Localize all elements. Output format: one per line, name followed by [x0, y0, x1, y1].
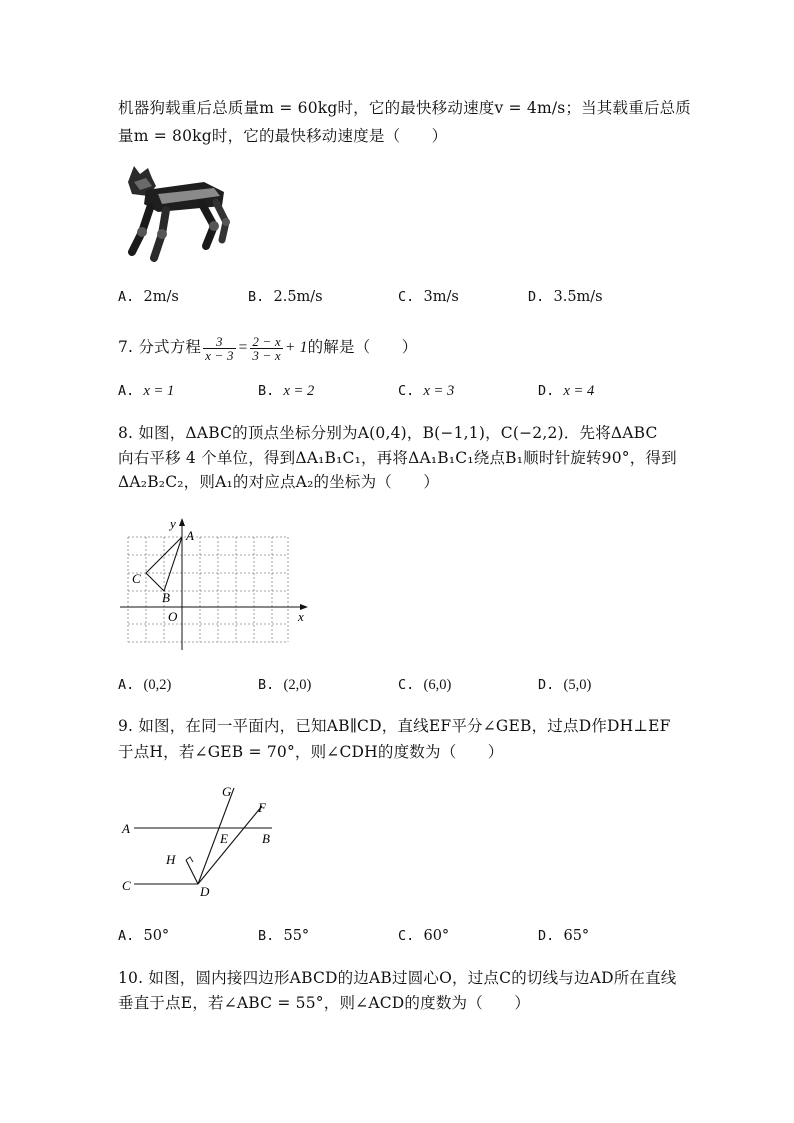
q8-option-b[interactable]: B. (2,0): [258, 677, 312, 693]
q8-option-c[interactable]: C. (6,0): [398, 677, 452, 693]
q9-parallel-lines-figure: [116, 782, 286, 902]
point-label-a: A: [186, 528, 194, 543]
q9-option-d[interactable]: D. 65°: [538, 928, 590, 944]
q9-line1: 9. 如图，在同一平面内，已知AB∥CD，直线EF平分∠GEB，过点D作DH⊥EF: [118, 717, 671, 735]
point-label-g: G: [222, 784, 232, 799]
q8-coordinate-figure: [116, 512, 316, 652]
q8-line3: ΔA₂B₂C₂，则A₁的对应点A₂的坐标为（ ）: [118, 473, 440, 491]
q7-option-c[interactable]: C. x = 3: [398, 383, 455, 399]
q8-option-a[interactable]: A. (0,2): [118, 677, 172, 693]
point-label-c: C: [122, 878, 131, 893]
q6-option-a[interactable]: A. 2m/s: [118, 289, 179, 305]
q8-line2: 向右平移 4 个单位，得到ΔA₁B₁C₁，再将ΔA₁B₁C₁绕点B₁顺时针旋转90°，得到: [118, 449, 677, 467]
axis-label-y: y: [170, 516, 176, 531]
q7-equation-line: 7. 分式方程 $\frac{3}{x - 3}$ = $\frac{2 - x}{3 - x}$ + 1的解是（ ）: [118, 333, 418, 363]
q6-option-b-text: 2.5m/s: [273, 289, 323, 305]
point-label-f: F: [258, 800, 266, 815]
q6-line2: 量m = 80kg时，它的最快移动速度是（ ）: [118, 127, 448, 145]
axis-label-x: x: [298, 609, 304, 624]
fraction-left: $\frac{3}{x - 3}$: [205, 333, 234, 363]
q9-option-c[interactable]: C. 60°: [398, 928, 450, 944]
robot-dog-image: [118, 160, 233, 270]
point-label-b: B: [262, 831, 270, 846]
q8-line1: 8. 如图，ΔABC的顶点坐标分别为A(0,4)，B(−1,1)，C(−2,2)．先将ΔABC: [118, 424, 658, 442]
q6-option-a-text: 2m/s: [143, 289, 179, 305]
q7-option-d[interactable]: D. x = 4: [538, 383, 595, 399]
fraction-right: $\frac{2 - x}{3 - x}$: [252, 333, 281, 363]
q6-option-c-text: 3m/s: [423, 289, 459, 305]
q10-line1: 10. 如图，圆内接四边形ABCD的边AB过圆心O，过点C的切线与边AD所在直线: [118, 969, 677, 987]
point-label-c: C: [132, 571, 141, 586]
q6-option-d-text: 3.5m/s: [553, 289, 603, 305]
q6-option-d[interactable]: D. 3.5m/s: [528, 289, 603, 305]
point-label-o: O: [168, 609, 178, 624]
q7-option-b[interactable]: B. x = 2: [258, 383, 315, 399]
point-label-e: E: [220, 831, 228, 846]
q9-line2: 于点H，若∠GEB = 70°，则∠CDH的度数为（ ）: [118, 743, 504, 761]
q8-option-d[interactable]: D. (5,0): [538, 677, 592, 693]
point-label-a: A: [122, 821, 130, 836]
point-label-b: B: [162, 590, 170, 605]
point-label-h: H: [166, 852, 176, 867]
q9-option-b[interactable]: B. 55°: [258, 928, 310, 944]
q7-option-a[interactable]: A. x = 1: [118, 383, 175, 399]
q6-line1: 机器狗载重后总质量m = 60kg时，它的最快移动速度v = 4m/s；当其载重后总质: [118, 99, 692, 117]
q10-line2: 垂直于点E，若∠ABC = 55°，则∠ACD的度数为（ ）: [118, 994, 531, 1012]
point-label-d: D: [200, 884, 210, 899]
q6-option-c[interactable]: C. 3m/s: [398, 289, 459, 305]
q9-option-a[interactable]: A. 50°: [118, 928, 170, 944]
q6-option-b[interactable]: B. 2.5m/s: [248, 289, 323, 305]
